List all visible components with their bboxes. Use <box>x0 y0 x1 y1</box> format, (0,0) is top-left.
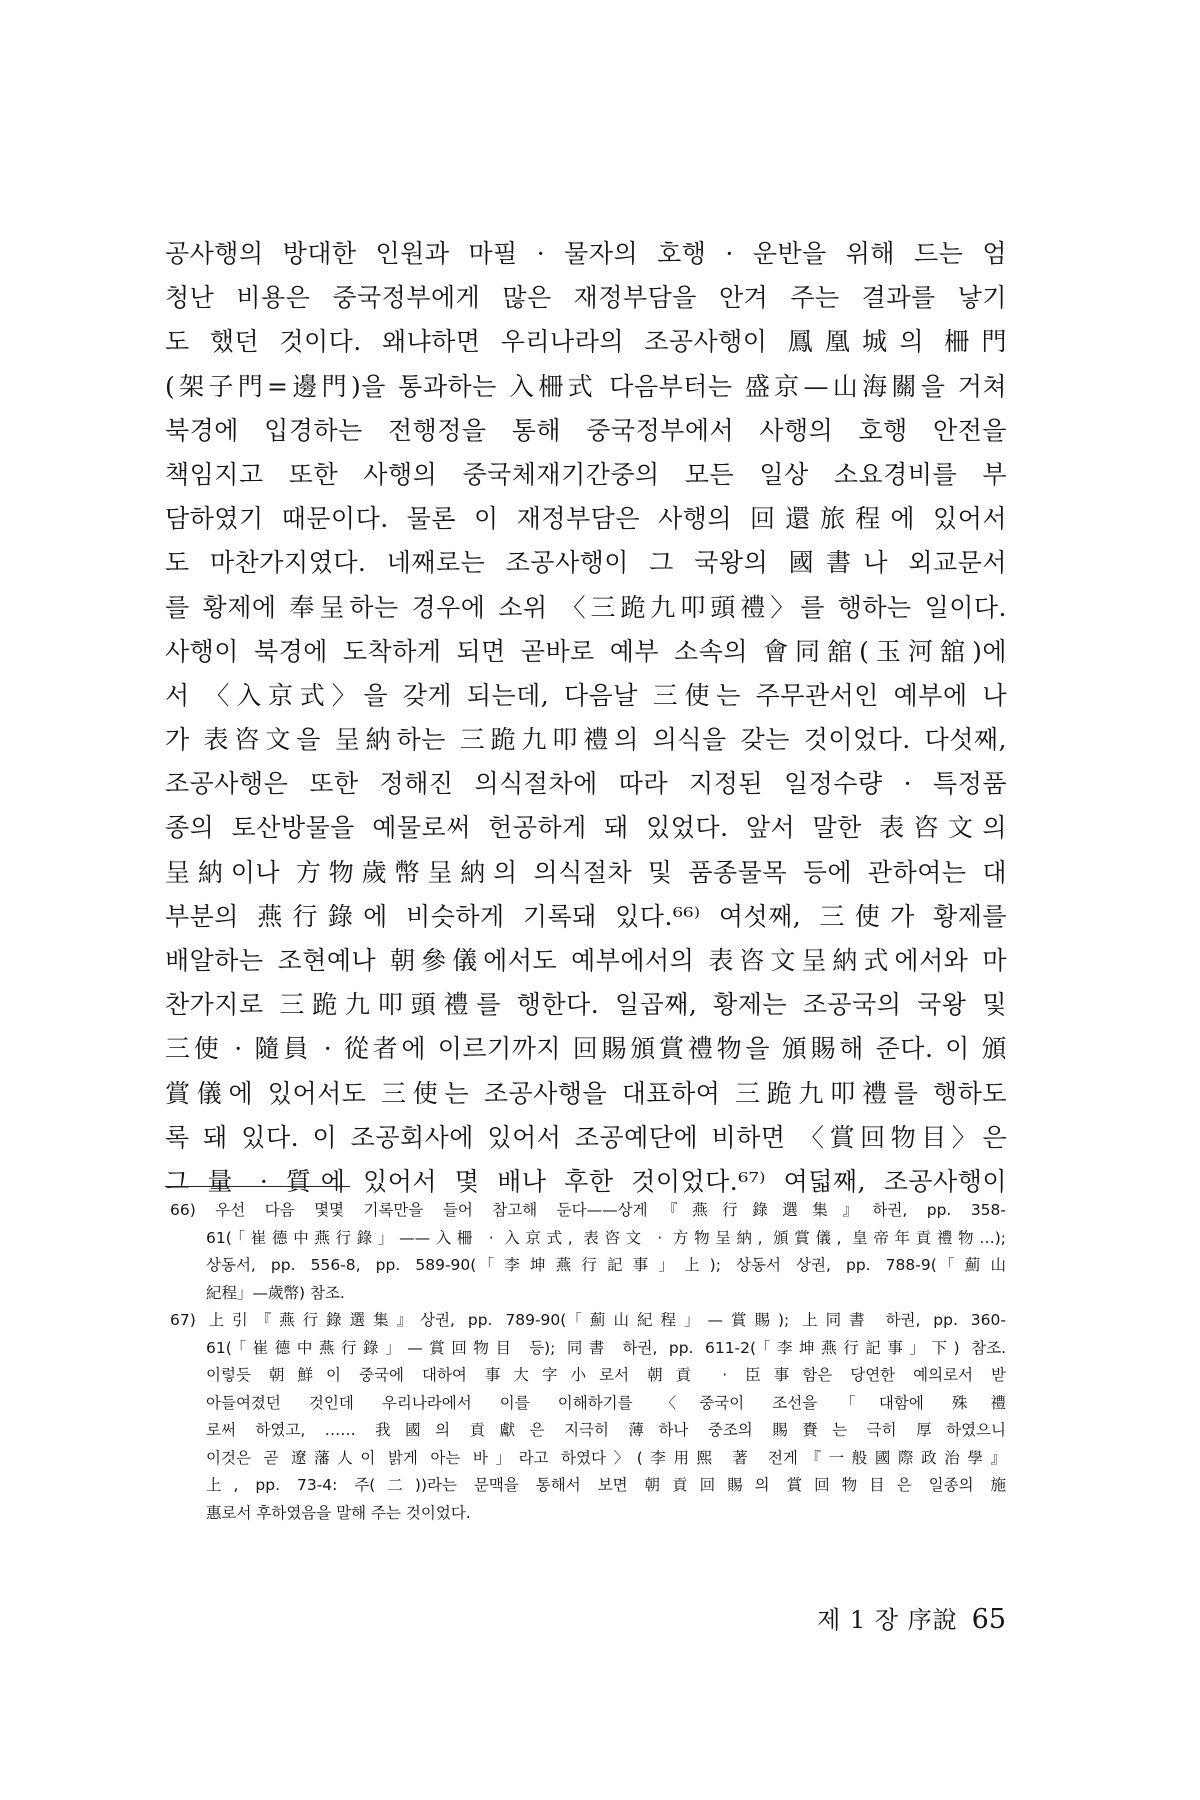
footnote-line: 로써 하였고, …… 我國의 貢獻은 지극히 薄하나 중조의 賜賚는 극히 厚하였으니 <box>206 1421 1006 1439</box>
body-line: 가 表咨文을 呈納하는 三跪九叩禮의 의식을 갖는 것이었다. 다섯째, <box>165 725 1007 755</box>
footnote-line: 61(「崔德中燕行錄」—賞回物目 등); 同書 하권, pp. 611-2(「李坤燕行記事」下) 참조. <box>206 1338 1006 1357</box>
footnote-line: 66) 우선 다음 몇몇 기록만을 들어 참고해 둔다——상게『燕行錄選集』하권, pp. 358- <box>170 1201 1006 1219</box>
body-line: 呈納이나 方物歲幣呈納의 의식절차 및 품종물목 등에 관하여는 대 <box>165 857 1007 887</box>
footnotes <box>170 1197 1006 1527</box>
body-line: (架子門=邊門)을 통과하는 入柵式 다음부터는 盛京—山海關을 거쳐 <box>165 371 1007 401</box>
footnote-line: 상동서, pp. 556-8, pp. 589-90(「李坤燕行記事」上); 상동서 상권, pp. 788-9(「薊山 <box>206 1256 1006 1274</box>
body-line: 三使 · 隨員 · 從者에 이르기까지 回賜頒賞禮物을 頒賜해 준다. 이 頒 <box>165 1034 1007 1064</box>
footnote-line: 紀程」—歲幣) 참조. <box>206 1283 345 1302</box>
footnote-divider <box>165 1186 350 1187</box>
footnote-line: 惠로서 후하였음을 말해 주는 것이었다. <box>206 1503 471 1522</box>
body-line: 그 量 · 質에 있어서 몇 배나 후한 것이었다.⁶⁷⁾ 여덟째, 조공사행이 <box>165 1166 1007 1196</box>
footnote-66 <box>170 1197 1006 1307</box>
body-line: 를 황제에 奉呈하는 경우에 소위 〈三跪九叩頭禮〉를 행하는 일이다. <box>165 592 1007 622</box>
footnote-67 <box>170 1307 1006 1527</box>
body-line: 조공사행은 또한 정해진 의식절차에 따라 지정된 일정수량 · 특정품 <box>165 769 1007 799</box>
footnote-line: 아들여졌던 것인데 우리나라에서 이를 이해하기를 〈중국이 조선을「대함에 殊禮 <box>206 1393 1006 1412</box>
body-text <box>165 232 1007 1204</box>
page-number: 65 <box>971 1604 1006 1635</box>
body-line: 배알하는 조현예나 朝參儀에서도 예부에서의 表咨文呈納式에서와 마 <box>165 946 1007 975</box>
footnote-line: 이렇듯 朝鮮이 중국에 대하여 事大字小로서 朝貢 · 臣事함은 당연한 예의로서 받 <box>206 1366 1006 1384</box>
body-line: 서 〈入京式〉을 갖게 되는데, 다음날 三使는 주무관서인 예부에 나 <box>165 680 1007 710</box>
body-line: 담하였기 때문이다. 물론 이 재정부담은 사행의 回還旅程에 있어서 <box>165 504 1007 534</box>
body-line: 도 했던 것이다. 왜냐하면 우리나라의 조공사행이 鳳凰城의 柵門 <box>165 327 1007 357</box>
footnote-line: 上, pp. 73-4: 주(二))라는 문맥을 통해서 보면 朝貢回賜의 賞回物目은 일종의 施 <box>206 1476 1006 1494</box>
running-chapter-title: 제 1 장 序說 <box>817 1606 958 1634</box>
body-line: 도 마찬가지였다. 네째로는 조공사행이 그 국왕의 國書나 외교문서 <box>165 548 1007 578</box>
page-footer <box>600 1600 1006 1635</box>
body-line: 청난 비용은 중국정부에게 많은 재정부담을 안겨 주는 결과를 낳기 <box>165 283 1007 313</box>
body-line: 부분의 燕行錄에 비슷하게 기록돼 있다.⁶⁶⁾ 여섯째, 三使가 황제를 <box>165 901 1007 931</box>
body-line: 찬가지로 三跪九叩頭禮를 행한다. 일곱째, 황제는 조공국의 국왕 및 <box>165 990 1007 1020</box>
footnote-line: 이것은 곧 遼藩人이 밝게 아는 바」라고 하였다〉(李用熙 著 전게『一般國際政治學』 <box>206 1448 1006 1467</box>
footnote-line: 61(「崔德中燕行錄」——入柵 · 入京式, 表咨文 · 方物呈納, 頒賞儀, 皇帝年貢禮物…); <box>206 1228 1006 1247</box>
body-line: 록 돼 있다. 이 조공회사에 있어서 조공예단에 비하면 〈賞回物目〉은 <box>165 1122 1007 1152</box>
body-line: 종의 토산방물을 예물로써 헌공하게 돼 있었다. 앞서 말한 表咨文의 <box>165 813 1007 843</box>
body-line: 책임지고 또한 사행의 중국체재기간중의 모든 일상 소요경비를 부 <box>165 459 1007 489</box>
body-line: 공사행의 방대한 인원과 마필 · 물자의 호행 · 운반을 위해 드는 엄 <box>165 239 1007 268</box>
footnote-line: 67) 上引『燕行錄選集』상권, pp. 789-90(「薊山紀程」—賞賜); 上同書 하권, pp. 360- <box>170 1311 1006 1329</box>
body-line: 북경에 입경하는 전행정을 통해 중국정부에서 사행의 호행 안전을 <box>165 415 1007 445</box>
body-line: 賞儀에 있어서도 三使는 조공사행을 대표하여 三跪九叩禮를 행하도 <box>165 1078 1007 1108</box>
body-line: 사행이 북경에 도착하게 되면 곧바로 예부 소속의 會同舘(玉河舘)에 <box>165 636 1007 666</box>
